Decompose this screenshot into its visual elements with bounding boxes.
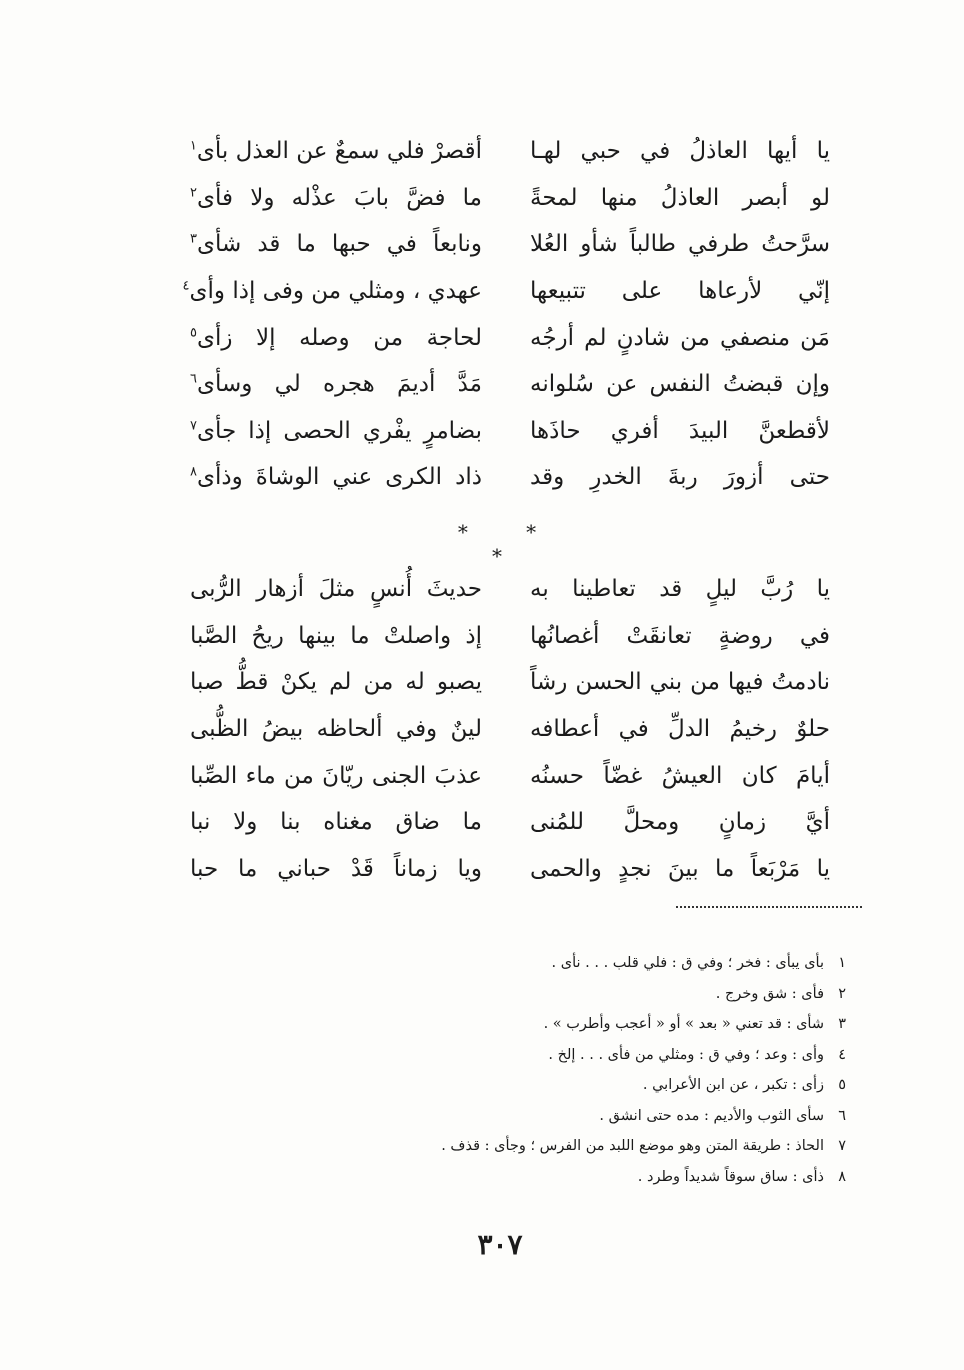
verse-second-hemistich: [190, 325, 482, 351]
hemistich-text: ونابعاً في حبها ما قد شأى: [196, 231, 482, 258]
poem-stanza-1: [182, 128, 830, 501]
footnote-number: ٦: [838, 1107, 846, 1124]
verse: [190, 706, 830, 753]
verse-second-hemistich: [190, 464, 482, 490]
hemistich-text: عهدي ، ومثلي من وفى إذا وأى: [189, 278, 482, 305]
verse-first-hemistich: نادمتُ فيها من بني الحسن رشاً: [530, 669, 830, 696]
verse-first-hemistich: حلوٌ رخيمُ الدلِّ في أعطافه: [530, 716, 830, 743]
footnote-number: ٨: [838, 1168, 846, 1185]
verse: [190, 613, 830, 660]
verse-second-hemistich: حديثَ أُنسٍ مثلَ أزهار الرُّبى: [190, 576, 482, 603]
footnote: [126, 979, 846, 1010]
footnote-marker: ٣: [190, 231, 197, 247]
verse-second-hemistich: ما ضاق مغناه بنا ولا نبا: [190, 809, 482, 836]
footnote: [126, 1009, 846, 1040]
verse-first-hemistich: إنّي لأرعاها على تتبيعها: [530, 278, 830, 305]
verse-second-hemistich: [190, 371, 482, 397]
verse: [190, 454, 830, 501]
footnote: [126, 1070, 846, 1101]
verse-first-hemistich: لأقطعنَّ البيدَ أفري حاذَها: [530, 417, 830, 444]
footnote-text: بأى يبأى : فخر ؛ وفي ق : فلي قلب . . . نأى .: [551, 955, 824, 971]
footnote-number: ١: [838, 955, 846, 971]
hemistich-text: بضامرٍ يفْري الحصى إذا جأى: [196, 417, 482, 444]
footnote: [126, 1162, 846, 1193]
verse-first-hemistich: يا رُبَّ ليلٍ قد تعاطينا به: [530, 576, 830, 603]
verse: [190, 221, 830, 268]
verse: [190, 314, 830, 361]
poem-stanza-2: [190, 566, 830, 892]
footnote-text: شأى : قد تعني « بعد » أو « أعجب وأطرب » .: [543, 1016, 824, 1032]
verse-first-hemistich: أيامَ كان العيشُ غضّاً حسنُه: [530, 762, 830, 789]
footnote-number: ٧: [838, 1138, 846, 1154]
verse-second-hemistich: لينٌ وفي ألحاظه بيضُ الظُّبى: [190, 716, 482, 743]
page-number: ٣٠٧: [477, 1228, 523, 1261]
footnote-marker: ١: [189, 138, 197, 154]
verse: [190, 659, 830, 706]
footnote-text: فأى : شق وخرج .: [715, 985, 824, 1002]
hemistich-text: أقصرْ فلي سمعٌ عن العذل بأى: [196, 138, 482, 165]
verse-second-hemistich: إذ واصلتْ ما بينها ريحُ الصَّبا: [190, 622, 482, 649]
footnote-number: ٢: [838, 985, 846, 1002]
verse-first-hemistich: لو أبصر العاذلُ منها لمحةً: [530, 184, 830, 211]
footnote-number: ٤: [838, 1046, 846, 1063]
verse: [190, 752, 830, 799]
verse: [190, 799, 830, 846]
footnote-text: وأى : وعد ؛ وفي ق : ومثلي من فأى . . . إلخ .: [548, 1046, 824, 1063]
verse-second-hemistich: عذبَ الجنى ريّانَ من ماء الصِّبا: [190, 762, 482, 789]
hemistich-text: مَدَّ أديمَ هجره لي وسأى: [196, 371, 482, 398]
footnotes: [126, 948, 846, 1192]
verse: [182, 268, 830, 315]
verse: [190, 128, 830, 175]
verse-first-hemistich: في روضةٍ تعانقَتْ أغصانُها: [530, 622, 830, 649]
section-separator: * * *: [457, 520, 563, 568]
verse-first-hemistich: يا مَرْبَعاً ما بينَ نجدٍ والحمى: [530, 855, 830, 882]
footnote-text: زأى : تكبر ، عن ابن الأعرابي .: [642, 1077, 824, 1093]
verse-second-hemistich: [190, 231, 482, 257]
verse: [190, 408, 830, 455]
verse: [190, 361, 830, 408]
verse: [190, 175, 830, 222]
footnote: [126, 1040, 846, 1071]
verse-first-hemistich: حتى أزورَ ربةَ الخدرِ وقد: [530, 464, 830, 491]
footnote: [126, 1101, 846, 1132]
footnote-text: الحاذ : طريقة المتن وهو موضع اللبد من الفرس ؛ وجأى : قذف .: [441, 1138, 824, 1154]
verse: [190, 566, 830, 613]
footnote-marker: ٨: [190, 464, 197, 480]
footnote-marker: ٧: [190, 418, 197, 434]
footnote-number: ٥: [838, 1077, 846, 1093]
verse: [190, 846, 830, 893]
verse-second-hemistich: [190, 138, 482, 164]
verse-first-hemistich: سرَّحتُ طرفي طالباً شأو العُلا: [530, 231, 830, 258]
footnote-marker: ٦: [190, 371, 197, 387]
verse-first-hemistich: وإن قبضتُ النفس عن سُلوانه: [530, 371, 830, 398]
footnote-text: ذأى : ساق سوقاً شديداً وطرد .: [637, 1168, 824, 1185]
hemistich-text: ذاد الكرى عني الوشاةَ وذأى: [196, 464, 482, 491]
footnote-divider: [676, 906, 862, 908]
footnote-marker: ٤: [182, 278, 190, 294]
verse-second-hemistich: ويا زماناً قَدْ حباني ما حبا: [190, 855, 482, 882]
footnote: [126, 1131, 846, 1162]
footnote-text: سأى الثوب والأديم : مده حتى انشق .: [599, 1107, 824, 1124]
footnote: [126, 948, 846, 979]
footnote-marker: ٥: [190, 325, 197, 341]
verse-first-hemistich: مَن منصفي من شادنٍ لم أرجُه: [530, 324, 830, 351]
hemistich-text: ما فضَّ بابَ عذْله ولا فأى: [196, 184, 482, 211]
verse-first-hemistich: يا أيها العاذلُ في حبي لهـا: [530, 138, 830, 165]
verse-second-hemistich: [182, 278, 482, 305]
hemistich-text: لحاجة من وصله إلا زأى: [196, 324, 482, 351]
verse-second-hemistich: يصبو له من لم يكنْ قطُّ صبا: [190, 669, 482, 696]
verse-second-hemistich: [190, 185, 482, 211]
footnote-number: ٣: [838, 1016, 846, 1032]
footnote-marker: ٢: [190, 185, 197, 201]
verse-first-hemistich: أيَّ زمانٍ ومحلَّ للمُنى: [530, 809, 830, 836]
verse-second-hemistich: [190, 418, 482, 444]
